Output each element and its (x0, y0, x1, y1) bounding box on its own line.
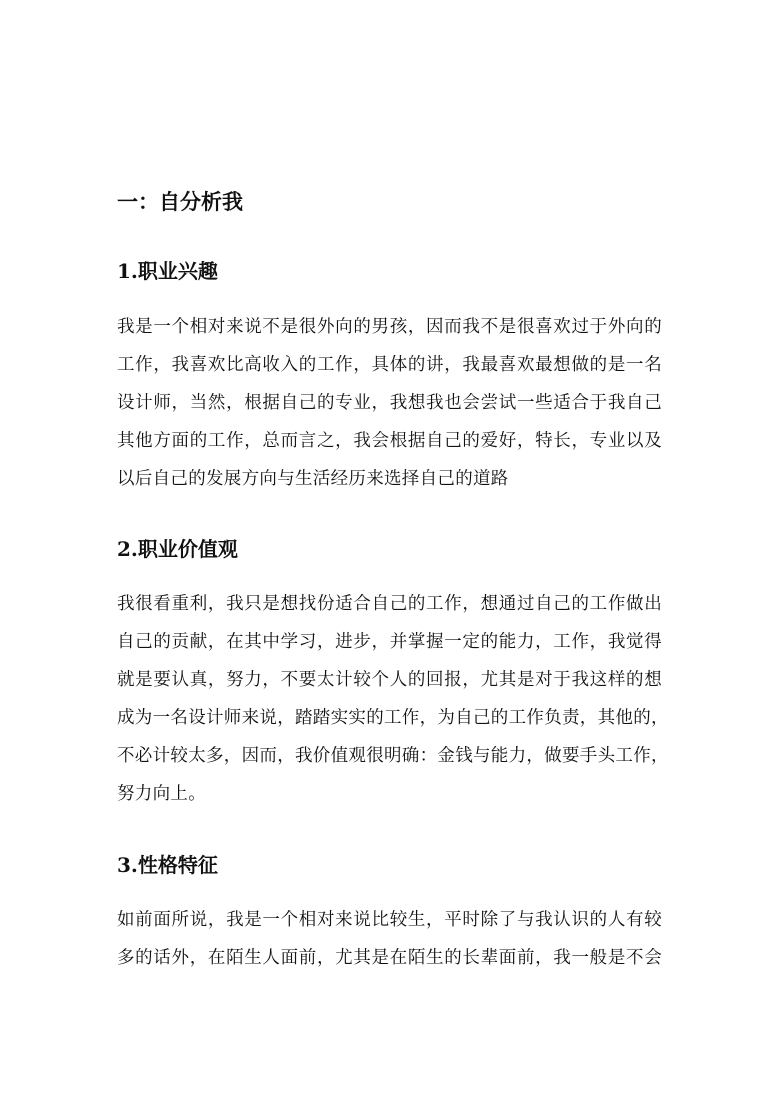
section-body-personality (117, 901, 662, 977)
paragraph-line: 其他方面的工作，总而言之，我会根据自己的爱好，特长，专业以及 (117, 431, 662, 451)
paragraph-line: 不必计较太多，因而，我价值观很明确：金钱与能力，做要手头工作， (117, 746, 669, 766)
paragraph-line: 我是一个相对来说不是很外向的男孩，因而我不是很喜欢过于外向的 (117, 317, 662, 337)
paragraph-line: 以后自己的发展方向与生活经历来选择自己的道路 (117, 469, 509, 489)
paragraph-line: 努力向上。 (117, 784, 206, 804)
paragraph-line: 多的话外，在陌生人面前，尤其是在陌生的长辈面前，我一般是不会 (117, 948, 662, 968)
section-body-values (117, 585, 669, 813)
paragraph-line: 我很看重利，我只是想找份适合自己的工作，想通过自己的工作做出 (117, 594, 662, 614)
paragraph-line: 自己的贡献，在其中学习，进步，并掌握一定的能力，工作，我觉得 (117, 632, 662, 652)
paragraph-line: 工作，我喜欢比高收入的工作，具体的讲，我最喜欢最想做的是一名 (117, 355, 662, 375)
paragraph-line: 设计师，当然，根据自己的专业，我想我也会尝试一些适合于我自己 (117, 393, 662, 413)
section-body-interest (117, 308, 662, 498)
paragraph-line: 就是要认真，努力，不要太计较个人的回报，尤其是对于我这样的想 (117, 670, 662, 690)
paragraph-line: 如前面所说，我是一个相对来说比较生，平时除了与我认识的人有较 (117, 910, 662, 930)
paragraph-line: 成为一名设计师来说，踏踏实实的工作，为自己的工作负责，其他的， (117, 708, 669, 728)
section-heading-personality: 3.性格特征 (117, 853, 218, 877)
section-heading-interest: 1.职业兴趣 (117, 259, 218, 283)
document-title: 一：自分析我 (117, 189, 243, 214)
section-heading-values: 2.职业价值观 (117, 537, 238, 561)
